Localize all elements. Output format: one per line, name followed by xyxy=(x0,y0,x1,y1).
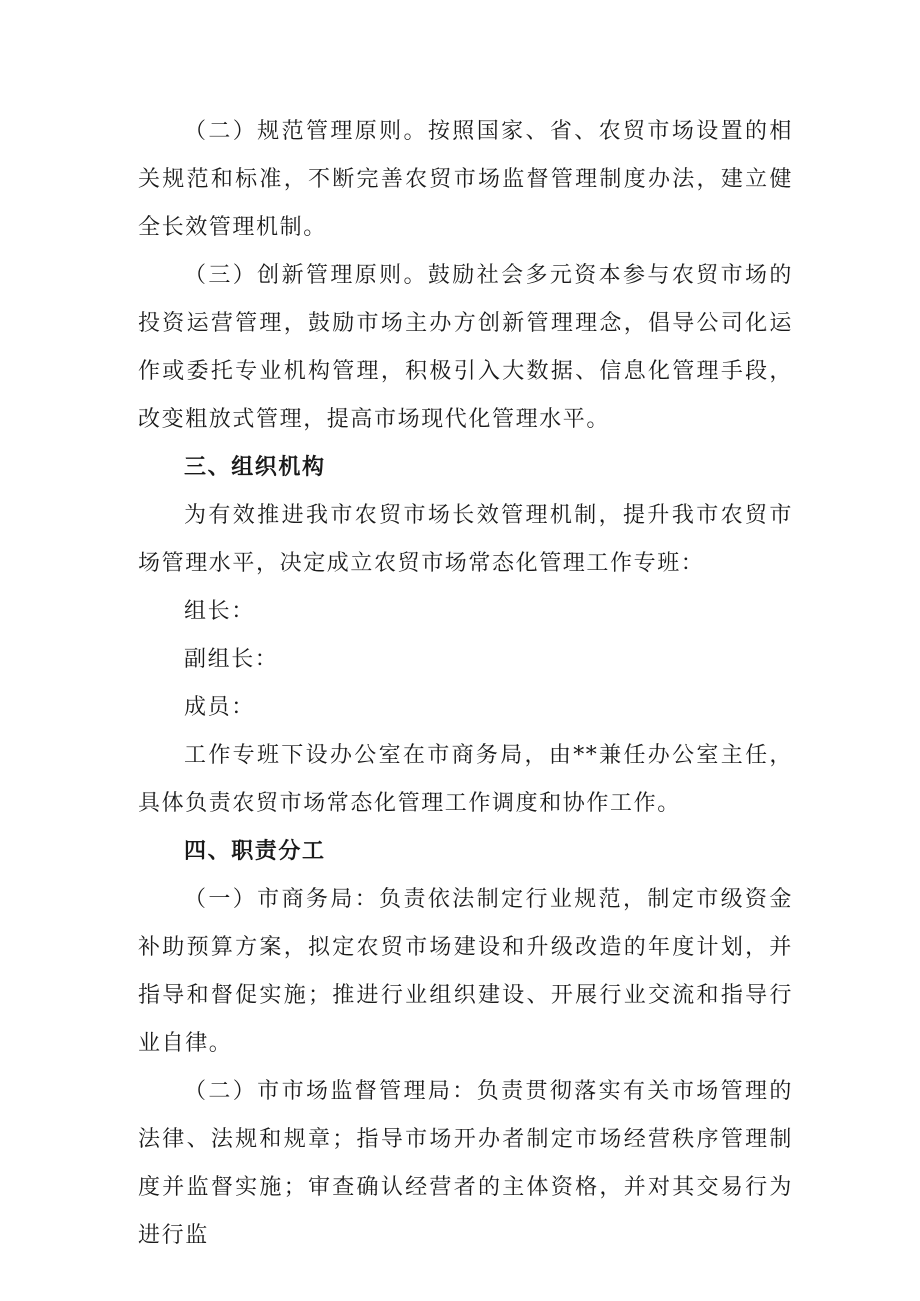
section-heading-organization: 三、组织机构 xyxy=(184,455,326,480)
line-deputy-leader: 副组长： xyxy=(184,647,279,672)
line-team-leader: 组长： xyxy=(184,599,255,624)
paragraph-commerce-bureau: （一）市商务局：负责依法制定行业规范，制定市级资金补助预算方案，拟定农贸市场建设和升级改造的年度计划，并指导和督促实施；推进行业组织建设、开展行业交流和指导行业自律。 xyxy=(138,887,793,1056)
paragraph-standard-management: （二）规范管理原则。按照国家、省、农贸市场设置的相关规范和标准，不断完善农贸市场监督管理制度办法，建立健全长效管理机制。 xyxy=(138,119,793,240)
line-members: 成员： xyxy=(184,695,255,720)
paragraph-office: 工作专班下设办公室在市商务局，由**兼任办公室主任，具体负责农贸市场常态化管理工作调度和协作工作。 xyxy=(138,743,793,816)
section-heading-responsibilities: 四、职责分工 xyxy=(184,839,326,864)
paragraph-innovation-management: （三）创新管理原则。鼓励社会多元资本参与农贸市场的投资运营管理，鼓励市场主办方创新管理理念，倡导公司化运作或委托专业机构管理，积极引入大数据、信息化管理手段，改变粗放式管理，提高市场现代化管理水平。 xyxy=(138,263,793,432)
paragraph-organization-intro: 为有效推进我市农贸市场长效管理机制，提升我市农贸市场管理水平，决定成立农贸市场常态化管理工作专班： xyxy=(138,503,793,576)
document-body xyxy=(138,108,793,1260)
paragraph-market-supervision: （二）市市场监督管理局：负责贯彻落实有关市场管理的法律、法规和规章；指导市场开办者制定市场经营秩序管理制度并监督实施；审查确认经营者的主体资格，并对其交易行为进行监 xyxy=(138,1079,793,1248)
